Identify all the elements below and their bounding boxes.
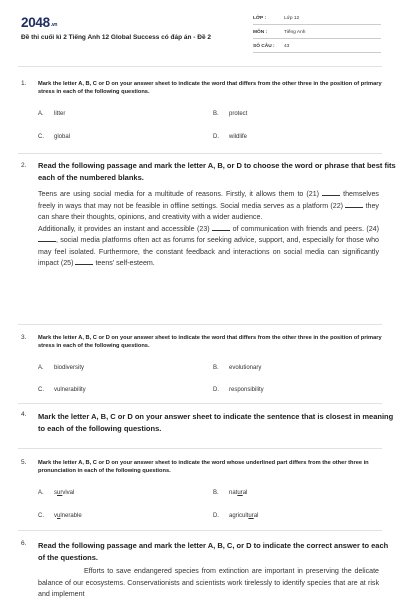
meta-value: Lớp 12 [284,16,300,21]
option-text: agricult [229,513,249,519]
option-text: s [54,490,57,496]
passage-text: themselves freely in ways that may not be feasible in offline settings. Social media serves as a platform (22) [38,190,379,210]
passage-text: of communication with friends and peers. (24) [232,224,379,233]
option-text: litter [54,111,66,117]
question-number: 2. [21,162,27,169]
underlined-part: ur [237,490,243,496]
option-text: al [242,490,248,496]
passage-text: Efforts to save endangered species from extinction are important in preserving the delicate balance of our ecosystems. Conservationists and scientists work tirelessly to identify species that are at risk and implement [38,567,379,598]
meta-key: MÔN : [253,30,268,35]
divider [18,66,382,67]
answer-blank[interactable] [212,224,230,231]
passage-paragraph [38,189,379,224]
meta-key: SỐ CÂU : [253,44,275,49]
divider [253,52,381,53]
passage-paragraph [38,224,379,270]
option-letter: C. [38,387,44,393]
passage-text: Teens are using social media for a multitude of reasons. Firstly, it allows them to (21) [38,190,320,198]
question-number: 6. [21,540,27,547]
passage-text: Additionally, it provides an instant and accessible (23) [38,224,210,233]
reading-passage [38,566,379,600]
option-letter: C. [38,134,44,140]
option-letter: D. [213,387,219,393]
meta-key: LỚP : [253,16,267,21]
logo-suffix: .vn [50,22,58,28]
option-text: global [54,134,71,140]
option-letter: D. [213,513,219,519]
option-text: wildlife [229,134,248,140]
option-d[interactable] [213,513,258,519]
option-letter: D. [213,134,219,140]
question-instruction: Mark the letter A, B, C or D on your answer sheet to indicate the word whose underlined part differs from the other three in pronunciation in each of the following questions. [38,460,369,474]
option-text: al [253,513,259,519]
answer-blank[interactable] [38,235,56,242]
option-b[interactable] [213,111,247,117]
option-text: protect [229,111,248,117]
question-instruction: Mark the letter A, B, C or D on your answer sheet to indicate the sentence that is closest in meaning to each of the following questions. [38,412,394,433]
question-instruction: Read the following passage and mark the letter A, B, or D to choose the word or phrase that best fits each of the numbered blanks. [38,161,396,182]
logo-text: 2048 [21,15,50,30]
question-number: 3. [21,334,27,341]
question-number: 4. [21,411,27,418]
question-number: 1. [21,80,27,87]
option-letter: C. [38,513,44,519]
option-text: vival [62,490,75,496]
divider [18,324,382,325]
option-letter: B. [213,111,219,117]
passage-text: they can share their thoughts, opinions, and creativity with a wider audience. [38,201,379,221]
meta-value: Tiếng Anh [284,30,306,35]
option-text: lnerable [60,513,82,519]
option-text: biodiversity [54,365,85,371]
option-letter: B. [213,490,219,496]
page-title: Đề thi cuối kì 2 Tiếng Anh 12 Global Success có đáp án - Đề 2 [21,34,211,41]
question-instruction: Read the following passage and mark the letter A, B, C, or D to indicate the correct answer to each of the questions. [38,541,389,562]
option-text: nat [229,490,238,496]
option-c[interactable] [38,387,86,393]
option-text: v [54,513,57,519]
underlined-part: u [57,513,61,519]
underlined-part: ur [248,513,254,519]
option-text: vulnerability [54,387,86,393]
option-letter: A. [38,111,44,117]
question-instruction: Mark the letter A, B, C or D on your answer sheet to indicate the word that differs from the other three in the position of primary stress in each of the following questions. [38,81,382,95]
passage-paragraph [38,566,379,600]
option-c[interactable] [38,513,82,519]
answer-blank[interactable] [345,201,363,208]
divider [253,38,381,39]
divider [18,448,382,449]
divider [18,403,382,404]
meta-value: 43 [284,44,290,49]
option-a[interactable] [38,490,74,496]
passage-text: teens' self-esteem. [95,259,155,267]
option-a[interactable] [38,365,84,371]
option-letter: B. [213,365,219,371]
option-d[interactable] [213,134,247,140]
site-logo[interactable] [21,15,57,30]
reading-passage [38,189,379,270]
question-instruction: Mark the letter A, B, C or D on your answer sheet to indicate the word that differs from the other three in the position of primary stress in each of the following questions. [38,335,382,349]
answer-blank[interactable] [75,258,93,265]
page-header [0,0,400,62]
divider [253,24,381,25]
answer-blank[interactable] [322,189,340,196]
option-b[interactable] [213,365,261,371]
option-b[interactable] [213,490,247,496]
option-d[interactable] [213,387,264,393]
option-letter: A. [38,490,44,496]
question-number: 5. [21,459,27,466]
divider [18,153,382,154]
option-text: evolutionary [229,365,262,371]
option-letter: A. [38,365,44,371]
passage-text: , social media platforms often act as forums for seeking advice, support, and, especially for those who may feel isolated. Furthermore, the constant feedback and interactions on social media can significantly impact (25) [38,236,379,267]
divider [18,530,382,531]
option-a[interactable] [38,111,65,117]
option-text: responsibility [229,387,264,393]
underlined-part: ur [57,490,63,496]
option-c[interactable] [38,134,70,140]
